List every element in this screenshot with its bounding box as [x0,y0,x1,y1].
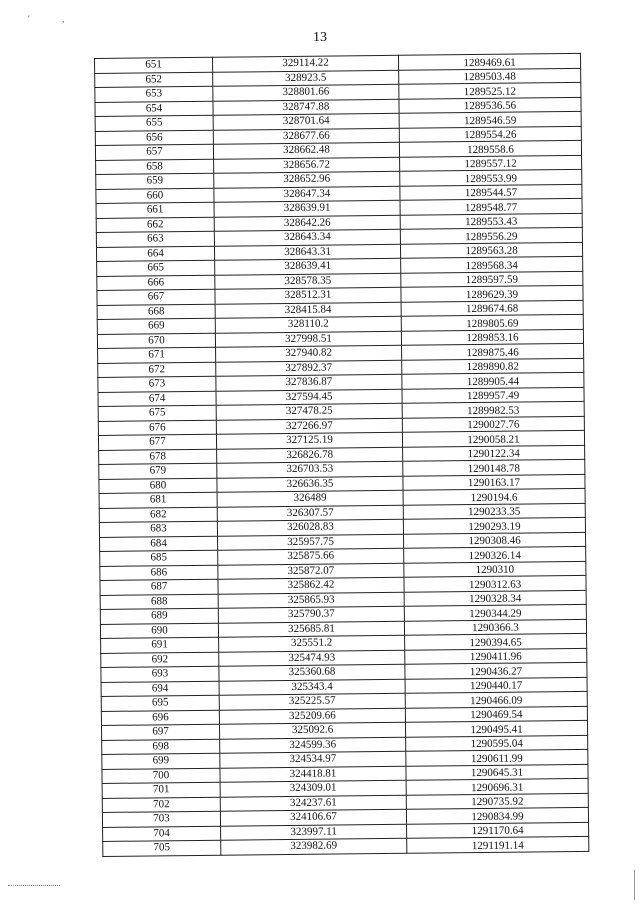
y-coordinate-cell: 1289629.39 [401,285,583,301]
x-coordinate-cell: 324599.36 [220,737,406,753]
point-number-cell: 674 [98,391,216,407]
x-coordinate-cell: 327478.25 [216,403,402,419]
point-number-cell: 693 [101,666,219,682]
x-coordinate-cell: 323982.69 [221,838,407,854]
x-coordinate-cell: 325790.37 [218,606,404,622]
x-coordinate-cell: 326028.83 [217,519,403,535]
x-coordinate-cell: 328578.35 [215,273,401,289]
point-number-cell: 691 [101,637,219,653]
y-coordinate-cell: 1290194.6 [403,488,585,504]
y-coordinate-cell: 1289982.53 [402,401,584,417]
x-coordinate-cell: 328801.66 [213,84,399,100]
y-coordinate-cell: 1290696.31 [406,778,588,794]
point-number-cell: 687 [100,579,218,595]
point-number-cell: 676 [98,420,216,436]
x-coordinate-cell: 327892.37 [216,360,402,376]
coordinates-table [94,53,589,857]
point-number-cell: 668 [97,304,215,320]
y-coordinate-cell: 1290495.41 [405,720,587,736]
y-coordinate-cell: 1290328.34 [404,590,586,606]
x-coordinate-cell: 328642.26 [214,215,400,231]
y-coordinate-cell: 1289568.34 [401,256,583,272]
point-number-cell: 701 [102,782,220,798]
point-number-cell: 697 [101,724,219,740]
x-coordinate-cell: 325875.66 [218,548,404,564]
y-coordinate-cell: 1290310 [404,561,586,577]
point-number-cell: 695 [101,695,219,711]
point-number-cell: 654 [95,101,213,117]
page-number: 13 [313,30,327,45]
x-coordinate-cell: 328923.5 [213,70,399,86]
y-coordinate-cell: 1289546.59 [399,111,581,127]
point-number-cell: 688 [100,594,218,610]
x-coordinate-cell: 328662.48 [213,142,399,158]
y-coordinate-cell: 1289557.12 [400,155,582,171]
point-number-cell: 675 [98,405,216,421]
y-coordinate-cell: 1290735.92 [406,793,588,809]
y-coordinate-cell: 1289853.16 [401,329,583,345]
x-coordinate-cell: 328652.96 [214,171,400,187]
y-coordinate-cell: 1289563.28 [400,242,582,258]
point-number-cell: 684 [100,536,218,552]
y-coordinate-cell: 1289556.29 [400,227,582,243]
y-coordinate-cell: 1290436.27 [405,662,587,678]
x-coordinate-cell: 325209.66 [219,708,405,724]
x-coordinate-cell: 324106.67 [220,809,406,825]
x-coordinate-cell: 328512.31 [215,287,401,303]
x-coordinate-cell: 325092.6 [219,722,405,738]
point-number-cell: 666 [97,275,215,291]
x-coordinate-cell: 325551.2 [219,635,405,651]
x-coordinate-cell: 328747.88 [213,99,399,115]
y-coordinate-cell: 1289558.6 [399,140,581,156]
x-coordinate-cell: 329114.22 [212,55,398,71]
x-coordinate-cell: 325343.4 [219,679,405,695]
y-coordinate-cell: 1289536.56 [399,97,581,113]
x-coordinate-cell: 327266.97 [216,418,402,434]
point-number-cell: 663 [96,231,214,247]
x-coordinate-cell: 325360.68 [219,664,405,680]
y-coordinate-cell: 1289503.48 [399,68,581,84]
y-coordinate-cell: 1290595.04 [406,735,588,751]
x-coordinate-cell: 324237.61 [220,795,406,811]
x-coordinate-cell: 327125.19 [216,432,402,448]
x-coordinate-cell: 328643.31 [214,244,400,260]
x-coordinate-cell: 325685.81 [218,621,404,637]
y-coordinate-cell: 1290312.63 [404,575,586,591]
point-number-cell: 652 [95,72,213,88]
y-coordinate-cell: 1290466.09 [405,691,587,707]
x-coordinate-cell: 328677.66 [213,128,399,144]
x-coordinate-cell: 325957.75 [218,534,404,550]
y-coordinate-cell: 1290233.35 [403,503,585,519]
point-number-cell: 667 [97,289,215,305]
y-coordinate-cell: 1290440.17 [405,677,587,693]
y-coordinate-cell: 1289805.69 [401,314,583,330]
point-number-cell: 651 [95,57,213,73]
x-coordinate-cell: 328643.34 [214,229,400,245]
y-coordinate-cell: 1290027.76 [402,416,584,432]
point-number-cell: 665 [97,260,215,276]
y-coordinate-cell: 1290148.78 [403,459,585,475]
point-number-cell: 699 [102,753,220,769]
point-number-cell: 669 [97,318,215,334]
edge-mark [634,870,635,900]
x-coordinate-cell: 326636.35 [217,476,403,492]
y-coordinate-cell: 1290293.19 [403,517,585,533]
y-coordinate-cell: 1289890.82 [402,358,584,374]
y-coordinate-cell: 1290122.34 [403,445,585,461]
y-coordinate-cell: 1289905.44 [402,372,584,388]
x-coordinate-cell: 328647.34 [214,186,400,202]
point-number-cell: 679 [99,463,217,479]
x-coordinate-cell: 325474.93 [219,650,405,666]
point-number-cell: 703 [102,811,220,827]
point-number-cell: 705 [103,840,221,856]
point-number-cell: 694 [101,681,219,697]
y-coordinate-cell: 1291191.14 [407,836,589,852]
point-number-cell: 655 [95,115,213,131]
point-number-cell: 700 [102,768,220,784]
point-number-cell: 683 [99,521,217,537]
point-number-cell: 677 [98,434,216,450]
y-coordinate-cell: 1289553.99 [400,169,582,185]
x-coordinate-cell: 323997.11 [221,824,407,840]
x-coordinate-cell: 328415.84 [215,302,401,318]
point-number-cell: 657 [95,144,213,160]
point-number-cell: 692 [101,652,219,668]
y-coordinate-cell: 1290645.31 [406,764,588,780]
x-coordinate-cell: 328110.2 [215,316,401,332]
x-coordinate-cell: 328656.72 [214,157,400,173]
point-number-cell: 698 [102,739,220,755]
y-coordinate-cell: 1289469.61 [398,53,580,69]
y-coordinate-cell: 1289875.46 [402,343,584,359]
point-number-cell: 656 [95,130,213,146]
x-coordinate-cell: 326826.78 [217,447,403,463]
point-number-cell: 690 [100,623,218,639]
point-number-cell: 685 [100,550,218,566]
x-coordinate-cell: 327594.45 [216,389,402,405]
y-coordinate-cell: 1290308.46 [403,532,585,548]
point-number-cell: 670 [97,333,215,349]
point-number-cell: 696 [101,710,219,726]
point-number-cell: 673 [98,376,216,392]
y-coordinate-cell: 1290344.29 [404,604,586,620]
y-coordinate-cell: 1289674.68 [401,300,583,316]
x-coordinate-cell: 328639.91 [214,200,400,216]
point-number-cell: 660 [96,188,214,204]
point-number-cell: 661 [96,202,214,218]
point-number-cell: 682 [99,507,217,523]
point-number-cell: 662 [96,217,214,233]
x-coordinate-cell: 326489 [217,490,403,506]
scan-mark: , [62,14,65,24]
point-number-cell: 680 [99,478,217,494]
point-number-cell: 658 [96,159,214,175]
y-coordinate-cell: 1290834.99 [406,807,588,823]
x-coordinate-cell: 324534.97 [220,751,406,767]
y-coordinate-cell: 1289597.59 [401,271,583,287]
point-number-cell: 659 [96,173,214,189]
y-coordinate-cell: 1289553.43 [400,213,582,229]
y-coordinate-cell: 1290163.17 [403,474,585,490]
y-coordinate-cell: 1291170.64 [407,822,589,838]
point-number-cell: 702 [102,797,220,813]
y-coordinate-cell: 1289544.57 [400,184,582,200]
x-coordinate-cell: 324309.01 [220,780,406,796]
x-coordinate-cell: 327940.82 [216,345,402,361]
y-coordinate-cell: 1289548.77 [400,198,582,214]
x-coordinate-cell: 326703.53 [217,461,403,477]
x-coordinate-cell: 328639.41 [215,258,401,274]
y-coordinate-cell: 1289957.49 [402,387,584,403]
x-coordinate-cell: 324418.81 [220,766,406,782]
point-number-cell: 686 [100,565,218,581]
x-coordinate-cell: 327836.87 [216,374,402,390]
y-coordinate-cell: 1290469.54 [405,706,587,722]
point-number-cell: 671 [98,347,216,363]
x-coordinate-cell: 325225.57 [219,693,405,709]
y-coordinate-cell: 1290326.14 [404,546,586,562]
x-coordinate-cell: 328701.64 [213,113,399,129]
y-coordinate-cell: 1290611.99 [406,749,588,765]
y-coordinate-cell: 1290411.96 [405,648,587,664]
point-number-cell: 672 [98,362,216,378]
x-coordinate-cell: 325862.42 [218,577,404,593]
point-number-cell: 689 [100,608,218,624]
x-coordinate-cell: 325865.93 [218,592,404,608]
point-number-cell: 681 [99,492,217,508]
x-coordinate-cell: 327998.51 [215,331,401,347]
y-coordinate-cell: 1289554.26 [399,126,581,142]
y-coordinate-cell: 1290394.65 [405,633,587,649]
y-coordinate-cell: 1290366.3 [404,619,586,635]
point-number-cell: 664 [96,246,214,262]
scan-mark: ' [28,14,30,24]
point-number-cell: 704 [103,826,221,842]
footer-rule [8,885,60,886]
point-number-cell: 653 [95,86,213,102]
x-coordinate-cell: 325872.07 [218,563,404,579]
y-coordinate-cell: 1290058.21 [402,430,584,446]
point-number-cell: 678 [99,449,217,465]
x-coordinate-cell: 326307.57 [217,505,403,521]
y-coordinate-cell: 1289525.12 [399,82,581,98]
